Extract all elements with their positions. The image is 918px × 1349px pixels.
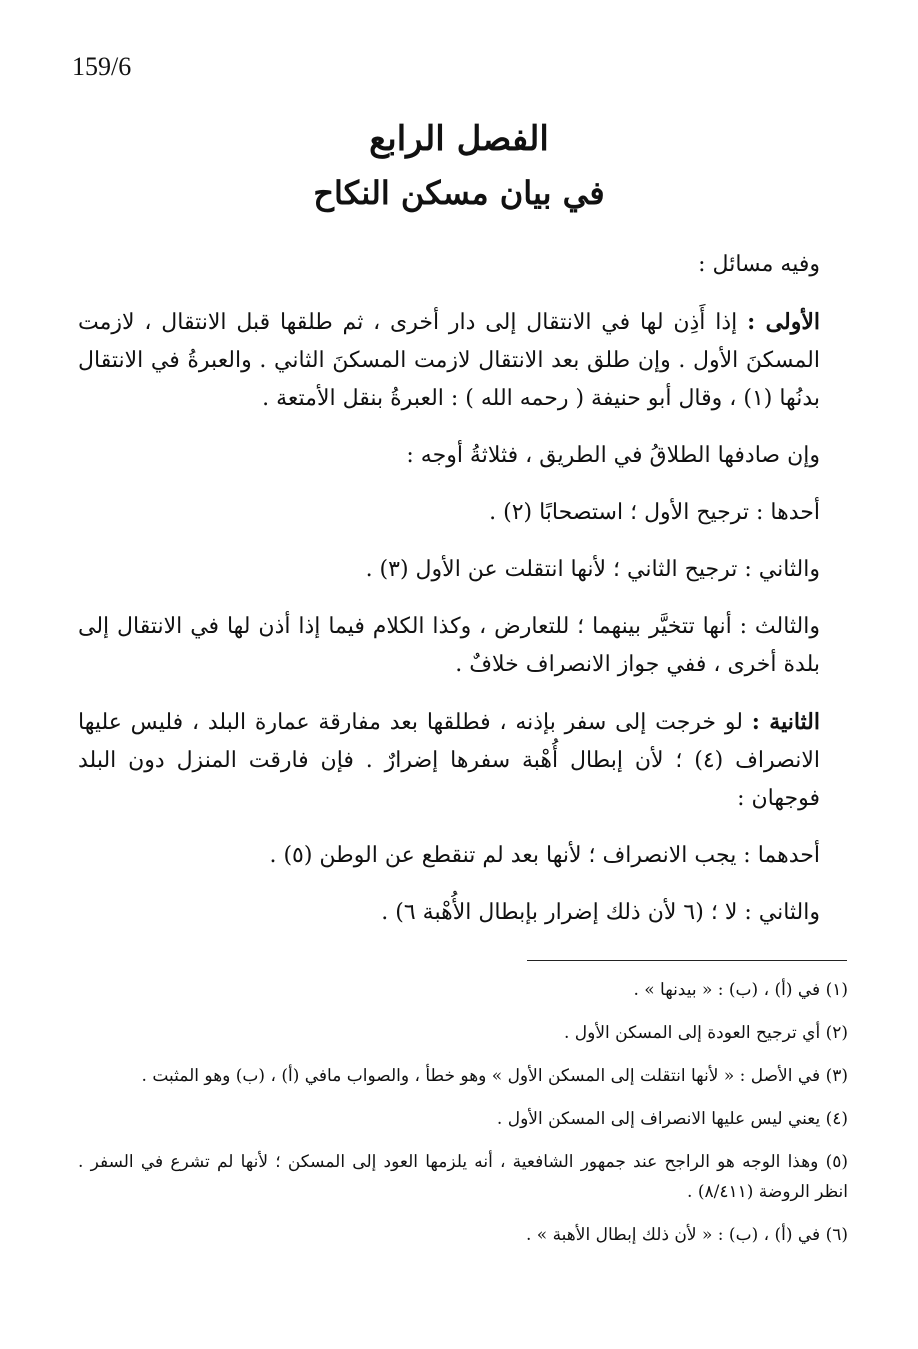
paragraph: أحدها : ترجيح الأول ؛ استصحابًا (٢) . xyxy=(489,500,820,525)
chapter-heading xyxy=(0,112,918,220)
chapter-title: الفصل الرابع xyxy=(369,119,549,159)
paragraph: والثاني : لا ؛ (٦ لأن ذلك إضرار بإبطال الأُهْبة ٦) . xyxy=(381,900,820,925)
paragraph: وإن صادفها الطلاقُ في الطريق ، فثلاثةُ أوجه : xyxy=(406,443,820,468)
page-number: 159/6 xyxy=(72,52,132,81)
footnote: (٣) في الأصل : « لأنها انتقلت إلى المسكن الأول » وهو خطأ ، والصواب مافي (أ) ، (ب) وهو المثبت . xyxy=(141,1066,848,1086)
footnote: (٦) في (أ) ، (ب) : « لأن ذلك إبطال الأهبة » . xyxy=(525,1225,848,1245)
chapter-subtitle: في بيان مسكن النكاح xyxy=(313,174,605,212)
footnote: (٤) يعني ليس عليها الانصراف إلى المسكن الأول . xyxy=(496,1109,848,1129)
paragraph-text: إذا أَذِن لها في الانتقال إلى دار أخرى ، ثم طلقها قبل الانتقال ، لازمت المسكنَ الأول . وإن طلق بعد الانتقال لازمت المسكنَ الثاني . والعبرةُ في الانتقال بدنُها (١) ، وقال أبو حنيفة ( رحمه الله ) : العبرةُ بنقل الأمتعة . xyxy=(78,310,820,411)
intro-line: وفيه مسائل : xyxy=(698,252,820,277)
footnote-divider xyxy=(527,960,847,961)
paragraph-first-issue xyxy=(78,303,848,418)
issue-label-second: الثانية : xyxy=(751,709,820,735)
paragraph: والثاني : ترجيح الثاني ؛ لأنها انتقلت عن الأول (٣) . xyxy=(365,557,820,582)
paragraph: أحدهما : يجب الانصراف ؛ لأنها بعد لم تنقطع عن الوطن (٥) . xyxy=(269,843,820,868)
footnote: (٥) وهذا الوجه هو الراجح عند جمهور الشافعية ، أنه يلزمها العود إلى المسكن ؛ لأنها لم تشرع في السفر . انظر الروضة (٨/٤١١) . xyxy=(78,1152,848,1202)
paragraph: والثالث : أنها تتخيَّر بينهما ؛ للتعارض ، وكذا الكلام فيما إذا أذن لها في الانتقال إلى بلدة أخرى ، ففي جواز الانصراف خلافٌ . xyxy=(78,614,820,677)
footnote: (١) في (أ) ، (ب) : « بيدنها » . xyxy=(633,980,848,1000)
paragraph-text: لو خرجت إلى سفر بإذنه ، فطلقها بعد مفارقة عمارة البلد ، فليس عليها الانصراف (٤) ؛ لأن إبطال أُهْبة سفرها إضرارٌ . فإن فارقت المنزل دون البلد فوجهان : xyxy=(78,710,820,811)
issue-label-first: الأولى : xyxy=(747,309,821,335)
footnote: (٢) أي ترجيح العودة إلى المسكن الأول . xyxy=(563,1023,848,1043)
footnotes xyxy=(78,975,848,1263)
paragraph-second-issue xyxy=(78,703,848,818)
main-text xyxy=(78,246,848,951)
